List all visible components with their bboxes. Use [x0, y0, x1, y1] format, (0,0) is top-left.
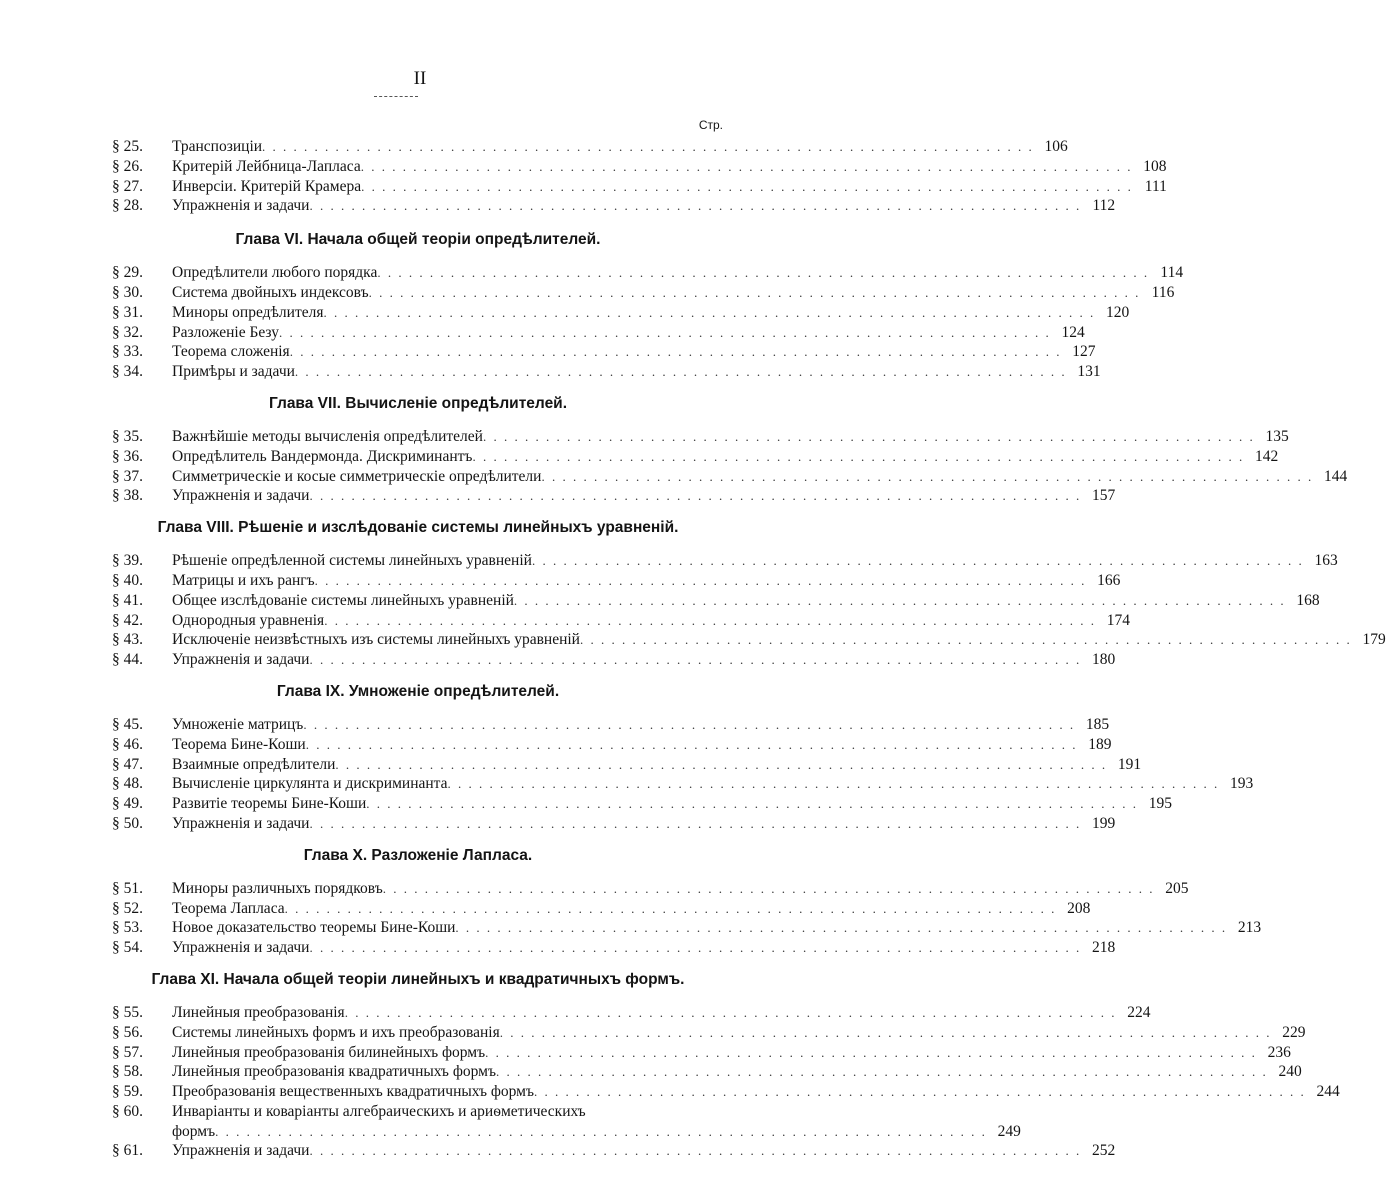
toc-entry[interactable] — [112, 1141, 1116, 1161]
section-title: Упражненія и задачи — [172, 1142, 310, 1160]
section-title: Взаимные опредѣлители — [172, 755, 336, 773]
page-ref: 166 — [1097, 571, 1121, 589]
toc-entry[interactable] — [112, 467, 1348, 487]
page-ref: 249 — [997, 1122, 1021, 1140]
section-number: § 42. — [112, 611, 143, 629]
chapter-heading: Глава IX. Умноженіе опредѣлителей. — [276, 682, 560, 700]
dot-leader: . . . . . . . . . . . . . . . . . . . . . . . . . . . . . . . . . . . . . . . . . . . . . . . . . . . . . . . . . . . . . . . . . . . . . . . . . . — [377, 265, 1150, 281]
section-title: Критерій Лейбница-Лапласа — [172, 157, 361, 175]
toc-entry[interactable] — [112, 196, 1116, 216]
page-ref: 157 — [1091, 487, 1116, 505]
page-ref: 131 — [1077, 363, 1101, 381]
section-number: § 54. — [112, 939, 143, 957]
chapter-heading: Глава X. Разложеніе Лапласа. — [303, 846, 533, 864]
section-number: § 33. — [112, 343, 143, 361]
page-ref: 174 — [1106, 611, 1130, 629]
page-ref: 229 — [1282, 1023, 1306, 1041]
section-number: § 39. — [112, 552, 143, 570]
section-number: § 53. — [112, 919, 143, 937]
section-title: Системы линейныхъ формъ и ихъ преобразованія — [172, 1023, 500, 1041]
section-number: § 38. — [112, 487, 143, 505]
page-ref: 236 — [1267, 1043, 1291, 1061]
dot-leader: . . . . . . . . . . . . . . . . . . . . . . . . . . . . . . . . . . . . . . . . . . . . . . . . . . . . . . . . . . . . . . . . . . . . . . . . . . — [278, 324, 1051, 340]
toc-entry[interactable] — [112, 755, 1142, 775]
section-number: § 26. — [112, 157, 143, 175]
toc-entry[interactable] — [112, 137, 1068, 157]
dot-leader: . . . . . . . . . . . . . . . . . . . . . . . . . . . . . . . . . . . . . . . . . . . . . . . . . . . . . . . . . . . . . . . . . . . . . . . . . . — [309, 652, 1082, 668]
toc-entry[interactable] — [112, 611, 1130, 631]
dot-leader: . . . . . . . . . . . . . . . . . . . . . . . . . . . . . . . . . . . . . . . . . . . . . . . . . . . . . . . . . . . . . . . . . . . . . . . . . . — [368, 284, 1141, 300]
section-title: Миноры опредѣлителя — [172, 303, 324, 321]
page-ref: 205 — [1165, 879, 1189, 897]
dot-leader: . . . . . . . . . . . . . . . . . . . . . . . . . . . . . . . . . . . . . . . . . . . . . . . . . . . . . . . . . . . . . . . . . . . . . . . . . . — [215, 1123, 987, 1139]
dot-leader: . . . . . . . . . . . . . . . . . . . . . . . . . . . . . . . . . . . . . . . . . . . . . . . . . . . . . . . . . . . . . . . . . . . . . . . . . . — [482, 428, 1255, 444]
section-title: Важнѣйшіе методы вычисленія опредѣлителей — [172, 427, 483, 445]
section-number: § 36. — [112, 447, 143, 465]
section-title: Опредѣлители любого порядка — [172, 264, 378, 282]
page-ref: 180 — [1091, 651, 1116, 669]
dot-leader: . . . . . . . . . . . . . . . . . . . . . . . . . . . . . . . . . . . . . . . . . . . . . . . . . . . . . . . . . . . . . . . . . . . . . . . . . . — [579, 632, 1352, 648]
page-ref: 124 — [1061, 323, 1085, 341]
section-title: Инваріанты и коваріанты алгебраическихъ и ариѳметическихъ — [172, 1102, 586, 1120]
section-title: Рѣшеніе опредѣленной системы линейныхъ уравненій — [172, 552, 532, 570]
toc-entry[interactable] — [112, 591, 1320, 611]
page-ref: 179 — [1362, 631, 1386, 649]
section-title: Опредѣлитель Вандермонда. Дискриминантъ — [172, 447, 473, 465]
section-number: § 52. — [112, 899, 143, 917]
section-number: § 31. — [112, 303, 143, 321]
section-title: Развитіе теоремы Бине-Коши — [172, 795, 367, 813]
chapter-heading: Глава XI. Начала общей теоріи линейныхъ и квадратичныхъ формъ. — [151, 970, 685, 988]
page-ref: 195 — [1148, 795, 1173, 813]
section-title-continuation: формъ — [172, 1122, 216, 1140]
dot-leader: . . . . . . . . . . . . . . . . . . . . . . . . . . . . . . . . . . . . . . . . . . . . . . . . . . . . . . . . . . . . . . . . . . . . . . . . . . — [361, 178, 1133, 194]
dot-leader: . . . . . . . . . . . . . . . . . . . . . . . . . . . . . . . . . . . . . . . . . . . . . . . . . . . . . . . . . . . . . . . . . . . . . . . . . . — [531, 553, 1304, 569]
section-number: § 56. — [112, 1023, 143, 1041]
page-ref: 120 — [1105, 303, 1130, 321]
section-title: Система двойныхъ индексовъ — [172, 283, 369, 301]
section-title: Теорема Лапласа — [172, 899, 285, 917]
dot-leader: . . . . . . . . . . . . . . . . . . . . . . . . . . . . . . . . . . . . . . . . . . . . . . . . . . . . . . . . . . . . . . . . . . . . . . . . . . — [284, 900, 1057, 916]
toc-entry[interactable] — [112, 427, 1289, 447]
section-title: Упражненія и задачи — [172, 651, 310, 669]
page-ref: 111 — [1144, 177, 1167, 195]
toc-entry[interactable] — [112, 899, 1091, 919]
section-number: § 32. — [112, 323, 143, 341]
section-number: § 41. — [112, 591, 143, 609]
toc-entry[interactable] — [112, 879, 1189, 899]
toc-entry[interactable] — [112, 157, 1167, 177]
toc-entry[interactable] — [112, 177, 1167, 197]
dot-leader: . . . . . . . . . . . . . . . . . . . . . . . . . . . . . . . . . . . . . . . . . . . . . . . . . . . . . . . . . . . . . . . . . . . . . . . . . . — [472, 448, 1245, 464]
section-title: Разложеніе Безу — [172, 323, 279, 341]
dot-leader: . . . . . . . . . . . . . . . . . . . . . . . . . . . . . . . . . . . . . . . . . . . . . . . . . . . . . . . . . . . . . . . . . . . . . . . . . . — [344, 1004, 1117, 1020]
section-number: § 61. — [112, 1142, 143, 1160]
page-ref: 244 — [1316, 1083, 1340, 1101]
toc-entry[interactable] — [112, 323, 1085, 343]
page-ref: 144 — [1323, 467, 1348, 485]
dot-leader: . . . . . . . . . . . . . . . . . . . . . . . . . . . . . . . . . . . . . . . . . . . . . . . . . . . . . . . . . . . . . . . . . . . . . . . . . . — [335, 756, 1108, 772]
dot-leader: . . . . . . . . . . . . . . . . . . . . . . . . . . . . . . . . . . . . . . . . . . . . . . . . . . . . . . . . . . . . . . . . . . . . . . . . . . — [303, 716, 1076, 732]
dot-leader: . . . . . . . . . . . . . . . . . . . . . . . . . . . . . . . . . . . . . . . . . . . . . . . . . . . . . . . . . . . . . . . . . . . . . . . . . . — [262, 139, 1034, 154]
section-title: Упражненія и задачи — [172, 487, 310, 505]
toc-entry[interactable] — [112, 1003, 1151, 1023]
section-number: § 44. — [112, 651, 143, 669]
toc-entry[interactable] — [112, 303, 1130, 323]
toc-entry[interactable] — [112, 1102, 724, 1122]
section-number: § 25. — [112, 138, 143, 155]
toc-entry[interactable] — [112, 263, 1184, 283]
section-title: Новое доказательство теоремы Бине-Коши — [172, 919, 456, 937]
section-title: Вычисленіе циркулянта и дискриминанта — [172, 775, 448, 793]
dot-leader: . . . . . . . . . . . . . . . . . . . . . . . . . . . . . . . . . . . . . . . . . . . . . . . . . . . . . . . . . . . . . . . . . . . . . . . . . . — [309, 488, 1082, 504]
dot-leader: . . . . . . . . . . . . . . . . . . . . . . . . . . . . . . . . . . . . . . . . . . . . . . . . . . . . . . . . . . . . . . . . . . . . . . . . . . — [541, 468, 1314, 484]
section-title: Линейныя преобразованія — [172, 1003, 345, 1021]
section-title: Матрицы и ихъ рангъ — [172, 571, 315, 589]
page-ref: 252 — [1091, 1142, 1116, 1160]
toc-entry[interactable] — [112, 918, 1262, 938]
toc-entry[interactable] — [112, 794, 1173, 814]
section-number: § 49. — [112, 795, 143, 813]
section-number: § 28. — [112, 197, 143, 215]
dot-leader: . . . . . . . . . . . . . . . . . . . . . . . . . . . . . . . . . . . . . . . . . . . . . . . . . . . . . . . . . . . . . . . . . . . . . . . . . . — [382, 880, 1155, 896]
page-ref: 168 — [1296, 591, 1320, 609]
section-title: Умноженіе матрицъ — [172, 715, 304, 733]
chapter-heading: Глава VIII. Рѣшеніе и изслѣдованіе системы линейныхъ уравненій. — [157, 519, 679, 537]
section-number: § 57. — [112, 1043, 143, 1061]
dot-leader: . . . . . . . . . . . . . . . . . . . . . . . . . . . . . . . . . . . . . . . . . . . . . . . . . . . . . . . . . . . . . . . . . . . . . . . . . . — [305, 736, 1078, 752]
section-title: Линейныя преобразованія билинейныхъ формъ — [172, 1043, 486, 1061]
page-ref: 213 — [1237, 919, 1262, 937]
section-title: Упражненія и задачи — [172, 814, 310, 832]
dot-leader: . . . . . . . . . . . . . . . . . . . . . . . . . . . . . . . . . . . . . . . . . . . . . . . . . . . . . . . . . . . . . . . . . . . . . . . . . . — [309, 1143, 1082, 1159]
section-number: § 34. — [112, 363, 143, 381]
page-ref: 112 — [1092, 197, 1116, 215]
toc-entry[interactable] — [112, 551, 1338, 571]
dot-leader: . . . . . . . . . . . . . . . . . . . . . . . . . . . . . . . . . . . . . . . . . . . . . . . . . . . . . . . . . . . . . . . . . . . . . . . . . . — [447, 776, 1220, 792]
toc-entry[interactable] — [112, 735, 1112, 755]
page-column-label: Стр. — [698, 118, 723, 132]
section-title: Примѣры и задачи — [172, 363, 295, 381]
section-title: Преобразованія вещественныхъ квадратичныхъ формъ — [172, 1083, 534, 1101]
page-ref: 240 — [1278, 1063, 1302, 1081]
toc-entry[interactable] — [112, 447, 1279, 467]
section-title: Транспозиціи — [172, 138, 263, 155]
section-number: § 48. — [112, 775, 143, 793]
dot-leader: . . . . . . . . . . . . . . . . . . . . . . . . . . . . . . . . . . . . . . . . . . . . . . . . . . . . . . . . . . . . . . . . . . . . . . . . . . — [309, 198, 1082, 214]
dot-leader: . . . . . . . . . . . . . . . . . . . . . . . . . . . . . . . . . . . . . . . . . . . . . . . . . . . . . . . . . . . . . . . . . . . . . . . . . . — [323, 304, 1096, 320]
page-ref: 193 — [1230, 775, 1254, 793]
section-number: § 50. — [112, 814, 143, 832]
page-number: II — [413, 68, 427, 89]
section-title: Упражненія и задачи — [172, 939, 310, 957]
toc-entry[interactable] — [112, 1023, 1306, 1043]
section-title: Однородныя уравненія — [172, 611, 325, 629]
dot-leader: . . . . . . . . . . . . . . . . . . . . . . . . . . . . . . . . . . . . . . . . . . . . . . . . . . . . . . . . . . . . . . . . . . . . . . . . . . — [324, 612, 1096, 628]
toc-entry[interactable] — [112, 774, 1254, 794]
page-ref: 127 — [1072, 343, 1096, 361]
section-title: Линейныя преобразованія квадратичныхъ формъ — [172, 1063, 496, 1081]
section-number: § 46. — [112, 735, 143, 753]
toc-entry-continuation — [112, 1122, 1021, 1142]
dot-leader: . . . . . . . . . . . . . . . . . . . . . . . . . . . . . . . . . . . . . . . . . . . . . . . . . . . . . . . . . . . . . . . . . . . . . . . . . . — [513, 592, 1286, 608]
dot-leader: . . . . . . . . . . . . . . . . . . . . . . . . . . . . . . . . . . . . . . . . . . . . . . . . . . . . . . . . . . . . . . . . . . . . . . . . . . — [534, 1084, 1306, 1100]
section-number: § 55. — [112, 1003, 143, 1021]
dot-leader: . . . . . . . . . . . . . . . . . . . . . . . . . . . . . . . . . . . . . . . . . . . . . . . . . . . . . . . . . . . . . . . . . . . . . . . . . . — [360, 158, 1133, 174]
section-number: § 30. — [112, 283, 143, 301]
toc-entry[interactable] — [112, 362, 1101, 382]
section-title: Общее изслѣдованіе системы линейныхъ уравненій — [172, 591, 514, 609]
dot-leader: . . . . . . . . . . . . . . . . . . . . . . . . . . . . . . . . . . . . . . . . . . . . . . . . . . . . . . . . . . . . . . . . . . . . . . . . . . — [366, 796, 1139, 812]
dot-leader: . . . . . . . . . . . . . . . . . . . . . . . . . . . . . . . . . . . . . . . . . . . . . . . . . . . . . . . . . . . . . . . . . . . . . . . . . . — [495, 1064, 1268, 1080]
toc-entry[interactable] — [112, 715, 1110, 735]
section-number: § 58. — [112, 1063, 143, 1081]
dot-leader: . . . . . . . . . . . . . . . . . . . . . . . . . . . . . . . . . . . . . . . . . . . . . . . . . . . . . . . . . . . . . . . . . . . . . . . . . . — [314, 572, 1087, 588]
page-ref: 135 — [1265, 427, 1289, 445]
toc-entry[interactable] — [112, 1043, 1291, 1063]
toc-entry[interactable] — [112, 1062, 1302, 1082]
page-ref: 224 — [1127, 1003, 1151, 1021]
section-number: § 47. — [112, 755, 143, 773]
toc-entry[interactable] — [112, 650, 1116, 670]
dot-leader: . . . . . . . . . . . . . . . . . . . . . . . . . . . . . . . . . . . . . . . . . . . . . . . . . . . . . . . . . . . . . . . . . . . . . . . . . . — [294, 364, 1067, 380]
toc-entry[interactable] — [112, 283, 1175, 303]
page-ref: 106 — [1044, 138, 1068, 155]
dot-leader: . . . . . . . . . . . . . . . . . . . . . . . . . . . . . . . . . . . . . . . . . . . . . . . . . . . . . . . . . . . . . . . . . . . . . . . . . . — [309, 815, 1082, 831]
page-ref: 142 — [1254, 447, 1279, 465]
page-ref: 114 — [1160, 264, 1184, 282]
section-number: § 40. — [112, 571, 143, 589]
dot-leader: . . . . . . . . . . . . . . . . . . . . . . . . . . . . . . . . . . . . . . . . . . . . . . . . . . . . . . . . . . . . . . . . . . . . . . . . . . — [499, 1024, 1272, 1040]
toc-entry[interactable] — [112, 342, 1096, 362]
section-number: § 51. — [112, 879, 143, 897]
page-ref: 116 — [1151, 283, 1175, 301]
section-title: Теорема сложенія — [172, 343, 290, 361]
chapter-heading: Глава VI. Начала общей теоріи опредѣлителей. — [235, 231, 601, 249]
section-title: Упражненія и задачи — [172, 197, 310, 215]
section-number: § 59. — [112, 1083, 143, 1101]
section-title: Симметрическіе и косые симметрическіе опредѣлители — [172, 467, 542, 485]
section-number: § 45. — [112, 715, 143, 733]
section-number: § 37. — [112, 467, 143, 485]
page-ref: 208 — [1067, 899, 1091, 917]
dot-leader: . . . . . . . . . . . . . . . . . . . . . . . . . . . . . . . . . . . . . . . . . . . . . . . . . . . . . . . . . . . . . . . . . . . . . . . . . . — [289, 344, 1062, 360]
page-ref: 108 — [1143, 157, 1167, 175]
toc-entry[interactable] — [112, 486, 1116, 506]
section-number: § 43. — [112, 631, 143, 649]
section-title: Теорема Бине-Коши — [172, 735, 306, 753]
toc-entry[interactable] — [112, 1082, 1340, 1102]
page-ref: 191 — [1117, 755, 1142, 773]
page-ref: 218 — [1091, 939, 1116, 957]
toc-entry[interactable] — [112, 630, 1386, 650]
section-number: § 29. — [112, 264, 143, 282]
toc-entry[interactable] — [112, 814, 1116, 834]
toc-entry[interactable] — [112, 938, 1116, 958]
dot-leader: . . . . . . . . . . . . . . . . . . . . . . . . . . . . . . . . . . . . . . . . . . . . . . . . . . . . . . . . . . . . . . . . . . . . . . . . . . — [309, 940, 1082, 956]
toc-entry[interactable] — [112, 571, 1121, 591]
section-title: Исключеніе неизвѣстныхъ изъ системы линейныхъ уравненій — [172, 631, 580, 649]
dot-leader: . . . . . . . . . . . . . . . . . . . . . . . . . . . . . . . . . . . . . . . . . . . . . . . . . . . . . . . . . . . . . . . . . . . . . . . . . . — [485, 1044, 1257, 1060]
section-number: § 60. — [112, 1102, 143, 1120]
page-ref: 163 — [1314, 552, 1338, 570]
section-title: Инверсіи. Критерій Крамера — [172, 177, 362, 195]
page-ref: 199 — [1091, 814, 1116, 832]
table-of-contents — [112, 137, 1386, 1161]
chapter-heading: Глава VII. Вычисленіе опредѣлителей. — [268, 394, 568, 412]
page-ref: 185 — [1085, 715, 1110, 733]
section-number: § 27. — [112, 177, 143, 195]
section-number: § 35. — [112, 427, 143, 445]
page-ref: 189 — [1088, 735, 1112, 753]
page-number-rule — [374, 96, 418, 97]
section-title: Миноры различныхъ порядковъ — [172, 879, 383, 897]
dot-leader: . . . . . . . . . . . . . . . . . . . . . . . . . . . . . . . . . . . . . . . . . . . . . . . . . . . . . . . . . . . . . . . . . . . . . . . . . . — [455, 920, 1228, 936]
